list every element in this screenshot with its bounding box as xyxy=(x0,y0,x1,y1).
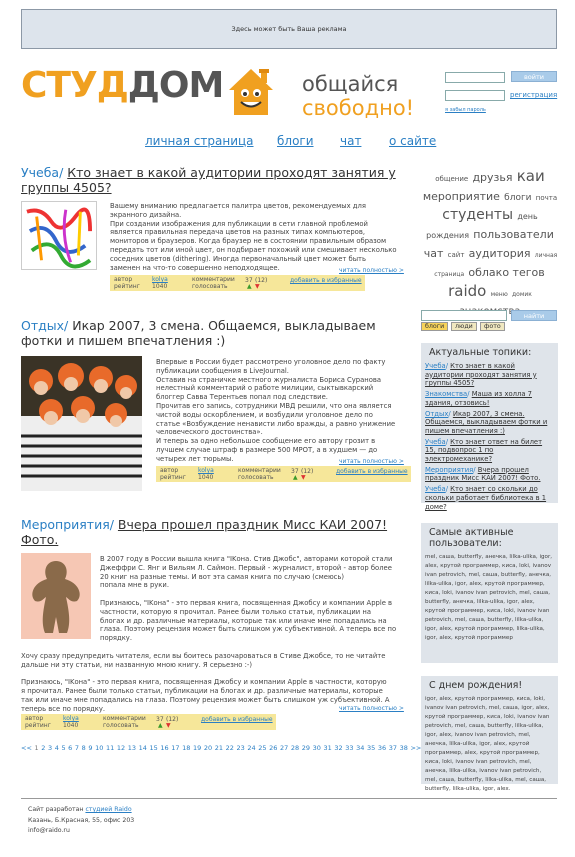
post-meta-bar: автор рейтинг kolya 1040 комментарии голосовать 37 (12) ▲ ▼ добавить в избранные xyxy=(110,275,365,291)
topic-category-link[interactable]: Учеба xyxy=(425,485,446,494)
read-more-link[interactable]: читать полностью > xyxy=(339,267,404,274)
active-users-list[interactable]: mel, саша, butterfly, анечка, lilka-ulika, igor, alex, крутой программер, киса, loki, ivanov ivan petrovich, mel, саша, butterfly, анечка, lilka-ulika, igor, alex, крутой программер, киса, loki, ivanov ivan petrovich, mel, саша, butterfly, анечка, lilka-ulika, igor, alex, крутой программер, киса, loki, ivanov ivan petrovich, mel, саша, butterfly, lilka-ulika, igor, alex, крутой программер, lilka-ulika, igor, alex, крутой программер xyxy=(425,554,553,641)
pager-page[interactable]: 5 xyxy=(61,744,66,752)
topic-title-link[interactable]: Маша из холла 7 здания, отзовись! xyxy=(425,390,532,407)
vote-down-icon[interactable]: ▼ xyxy=(166,722,171,729)
topic-category-link[interactable]: Мероприятия xyxy=(425,465,474,474)
slogan-line-2: свободно! xyxy=(302,96,415,120)
post-title: Учеба/ Кто знает в какой аудитории проходят занятия у группы 4505? xyxy=(21,165,396,195)
pager-current: 1 xyxy=(34,744,39,752)
tag-link[interactable]: блоги xyxy=(504,193,532,203)
vote-up-icon[interactable]: ▲ xyxy=(247,283,252,290)
tag-link[interactable]: друзья xyxy=(472,171,513,184)
nav-blogs[interactable]: блоги xyxy=(277,134,314,148)
topic-title-link[interactable]: Кто знает ответ на билет 15, подвопрос 1 по электромеханике? xyxy=(425,437,543,464)
footer-address: Казань, Б.Красная, 55, офис 203 xyxy=(28,816,135,824)
tag-link[interactable]: raido xyxy=(448,282,487,300)
topic-item: Учеба/ Кто знает ответ на билет 15, подвопрос 1 по электромеханике? xyxy=(425,437,543,464)
pager-page[interactable]: 33 xyxy=(345,744,354,752)
tag-link[interactable]: пользователи xyxy=(473,228,554,241)
post-title-link[interactable]: Икар 2007, 3 смена. Общаемся, выкладываем xyxy=(72,318,376,333)
topic-item: Учеба/ Кто знает со скольки до скольки работает библиотека в 1 доме? xyxy=(425,485,547,511)
pager-page[interactable]: 27 xyxy=(279,744,289,752)
topic-category-link[interactable]: Учеба xyxy=(425,437,446,446)
post-title: Отдых/ Икар 2007, 3 смена. Общаемся, выкладываем фотки и пишем впечатления :) xyxy=(21,318,376,348)
add-favorite-link[interactable]: добавить в избранные xyxy=(201,716,273,723)
tag-link[interactable]: день xyxy=(517,212,538,221)
tag-link[interactable]: домик xyxy=(512,291,532,298)
pager-page[interactable]: 37 xyxy=(388,744,398,752)
active-users-box xyxy=(421,523,558,663)
active-users-title: Самые активные пользователи: xyxy=(429,527,514,549)
tag-link[interactable]: студенты xyxy=(442,207,514,223)
pager-page[interactable]: 9 xyxy=(88,744,93,752)
read-more-link[interactable]: читать полностью > xyxy=(339,705,404,712)
footer-divider xyxy=(21,798,557,799)
post-image-palette xyxy=(21,201,97,270)
topic-item: Отдых/ Икар 2007, 3 смена. Общаемся, выкладываем фотки и пишем впечатления :) xyxy=(425,409,548,435)
pager-page[interactable]: 30 xyxy=(312,744,321,752)
tag-link[interactable]: облако тегов xyxy=(468,266,545,279)
search-tab-blogs[interactable]: блоги xyxy=(421,322,448,331)
register-link[interactable]: регистрация xyxy=(510,91,558,99)
tag-link[interactable]: аудитория xyxy=(468,247,531,260)
post-title-link[interactable]: Кто знает в какой аудитории проходят занятия у xyxy=(67,165,396,180)
topic-title-link[interactable]: Кто знает в какой аудитории проходят занятия у группы 4505? xyxy=(425,362,537,388)
pager-prev[interactable]: << xyxy=(21,744,32,752)
birthdays-box xyxy=(421,676,558,792)
ad-banner[interactable]: Здесь может быть Ваша реклама xyxy=(21,9,557,49)
post-category-link[interactable]: Отдых xyxy=(21,318,65,333)
nav-chat[interactable]: чат xyxy=(340,134,362,148)
pager-page[interactable]: 36 xyxy=(377,744,387,752)
pager-page[interactable]: 17 xyxy=(171,744,180,752)
post-title-link-cont[interactable]: группы 4505? xyxy=(21,180,112,195)
pagination xyxy=(21,744,424,752)
post-category-link[interactable]: Учеба xyxy=(21,165,60,180)
password-input[interactable] xyxy=(445,90,505,101)
post-image-group-photo xyxy=(21,356,142,491)
topic-item: Знакомства/ Маша из холла 7 здания, отзовись! xyxy=(425,390,532,407)
vote-down-icon[interactable]: ▼ xyxy=(301,474,306,481)
slogan-line-1: общайся xyxy=(302,72,399,96)
vote-up-icon[interactable]: ▲ xyxy=(158,722,163,729)
topic-category-link[interactable]: Знакомства xyxy=(425,390,468,399)
slogan xyxy=(302,72,414,120)
vote-down-icon[interactable]: ▼ xyxy=(255,283,260,290)
birthdays-title: С днем рождения! xyxy=(429,680,523,691)
post-image-figure xyxy=(21,553,91,639)
pager-page[interactable]: 8 xyxy=(81,744,86,752)
birthdays-list[interactable]: igor, alex, крутой программер, киса, loki, ivanov ivan petrovich, mel, саша, igor, alex, крутой программер, киса, loki, ivanov ivan petrovich, mel, саша, butterfly, lilka-ulika, igor, alex, ivanov ivan petrovich, mel, анечка, lilka-ulika, igor, alex, крутой программер, alex, крутой программер, киса, loki, ivanov ivan petrovich, mel, анечка, lilka-ulika, ivanov ivan petrovich, mel, саша, butterfly, lilka-ulika, mel, саша, butterfly, lilka-ulika, igor, alex. xyxy=(425,696,550,792)
logo-part-2: ДОМ xyxy=(127,65,224,106)
pager-page[interactable]: 22 xyxy=(225,744,234,752)
tag-link[interactable]: почта xyxy=(535,194,558,202)
add-favorite-link[interactable]: добавить в избранные xyxy=(290,277,362,284)
tag-link[interactable]: сайт xyxy=(447,251,465,259)
pager-page[interactable]: 16 xyxy=(160,744,169,752)
pager-page[interactable]: 26 xyxy=(269,744,278,752)
post-title: Мероприятия/ Вчера прошел праздник Мисс КАИ 2007! Фото. xyxy=(21,517,388,547)
topics-box xyxy=(421,343,558,511)
pager-page[interactable]: 18 xyxy=(182,744,191,752)
pager-page[interactable]: 24 xyxy=(247,744,256,752)
author-link[interactable]: kolya xyxy=(63,715,79,722)
pager-page[interactable]: 12 xyxy=(116,744,126,752)
pager-page[interactable]: 13 xyxy=(127,744,137,752)
nav-about[interactable]: о сайте xyxy=(389,134,437,148)
pager-page[interactable]: 23 xyxy=(236,744,245,752)
pager-page[interactable]: 34 xyxy=(356,744,365,752)
pager-page[interactable]: 2 xyxy=(41,744,46,752)
footer-email: info@raido.ru xyxy=(28,827,70,834)
pager-page[interactable]: 32 xyxy=(334,744,343,752)
post-category-link[interactable]: Мероприятия xyxy=(21,517,110,532)
author-link[interactable]: kolya xyxy=(198,467,214,474)
site-logo[interactable] xyxy=(21,66,223,106)
pager-page[interactable]: 38 xyxy=(399,744,408,752)
post-meta-bar: автор рейтинг kolya 1040 комментарии голосовать 37 (12) ▲ ▼ добавить в избранные xyxy=(156,466,411,482)
pager-page[interactable]: 28 xyxy=(290,744,300,752)
tag-link[interactable]: рождения xyxy=(426,231,470,240)
pager-page[interactable]: 15 xyxy=(149,744,158,752)
post-title-link[interactable]: Вчера прошел праздник Мисс КАИ 2007! xyxy=(117,517,388,532)
post-excerpt: Впервые в России будет рассмотрено уголовное дело по факту публикации сообщения в LiveJournal. Оставив на страничке местного журналиста Бориса Суранова нелестный комментарий о работе милиции, сыктывкарский блоггер Савва Терентьев попал под следствие. Прочитав его запись, сотрудники МВД решили, что она является чистой воды оскорблением, и возбудили уголовное дело по статье «Возбуждение ненависти либо вражды, а равно унижение человеческого достоинства». И теперь за одно небольшое сообщение его автору грозит в лучшем случае штраф в размере 500 МРОТ, а в худшем — до четырех лет тюрьмы. xyxy=(156,358,396,463)
pager-page[interactable]: 10 xyxy=(95,744,104,752)
search-tab-people[interactable]: люди xyxy=(451,322,477,331)
pager-next[interactable]: >> xyxy=(410,744,422,752)
tag-link[interactable]: личная страница xyxy=(434,252,558,278)
tag-link[interactable]: чат xyxy=(423,247,444,260)
house-logo-icon xyxy=(226,66,276,118)
topics-list xyxy=(421,360,558,515)
footer: Сайт разработан студией Raido Казань, Б.Красная, 55, офис 203 info@raido.ru xyxy=(28,805,134,837)
post-excerpt: В 2007 году в России вышла книга "IKона. Стив Джобс", авторами которой стали Джеффри С. Янг и Вильям Л. Саймон. Первый - журналист, второй - автор более 20 книг на разные темы. И вот эта самая книга по случаю (смеюсь) попала мне в руки. Признаюсь, "IKона" - это первая книга, посвященная Джобсу и компании Apple в частности, которую я прочитал. Ранее были только статьи, публикации на блогах и др. различные материалы, которые так или иначе мне попадались на глаза. Поэтому рецензия может быть слишком уж субъективной. А теперь все по порядку. xyxy=(100,555,397,643)
pager-page[interactable]: 21 xyxy=(214,744,224,752)
tag-cloud xyxy=(420,168,560,321)
pager-page[interactable]: 3 xyxy=(47,744,53,752)
pager-page[interactable]: 20 xyxy=(203,744,213,752)
topic-item: Мероприятия/ Вчера прошел праздник Мисс КАИ 2007! Фото. xyxy=(425,465,541,483)
read-more-link[interactable]: читать полностью > xyxy=(339,458,404,465)
post-title-link-cont[interactable]: Фото. xyxy=(21,532,59,547)
topic-title-link[interactable]: Вчера прошел праздник Мисс КАИ 2007! Фото. xyxy=(425,465,541,483)
pager-page[interactable]: 11 xyxy=(105,744,115,752)
topic-title-link[interactable]: Икар 2007, 3 смена. Общаемся, выкладываем фотки и пишем впечатления :) xyxy=(425,409,548,435)
post-title-link-cont[interactable]: фотки и пишем впечатления :) xyxy=(21,333,226,348)
nav-personal-page[interactable]: личная страница xyxy=(145,134,254,148)
tag-link[interactable]: мероприятие xyxy=(422,190,500,203)
login-input[interactable] xyxy=(445,72,505,83)
pager-page[interactable]: 14 xyxy=(138,744,147,752)
post-excerpt: Вашему вниманию предлагается палитра цветов, рекомендуемых для экранного дизайна. При создании изображения для публикации в сети главной проблемой является правильная передача цветов на разных типах компьютеров, мониторов и браузеров. Когда браузер не в состоянии правильным образом передать тот или иной цвет, он подбирает похожий или смешивает несколько соседних цветов (dithering). Иногда первоначальный цвет может быть заменен на что-то совершенно неподходящее. xyxy=(110,202,397,272)
tag-link[interactable]: каи xyxy=(516,167,545,185)
topics-title: Актуальные топики: xyxy=(429,347,532,358)
topic-item: Учеба/ Кто знает в какой аудитории проходят занятия у группы 4505? xyxy=(425,362,537,388)
logo-part-1: СТУД xyxy=(21,65,128,106)
topic-category-link[interactable]: Отдых xyxy=(425,409,449,418)
search-input[interactable] xyxy=(421,310,507,321)
tag-link[interactable]: меню xyxy=(490,291,508,298)
search-tab-photos[interactable]: фото xyxy=(480,322,505,331)
vote-up-icon[interactable]: ▲ xyxy=(293,474,298,481)
pager-page[interactable]: 6 xyxy=(68,744,73,752)
author-link[interactable]: kolya xyxy=(152,276,168,283)
add-favorite-link[interactable]: добавить в избранные xyxy=(336,468,408,475)
pager-page[interactable]: 35 xyxy=(366,744,376,752)
topic-title-link[interactable]: Кто знает со скольки до скольки работает библиотека в 1 доме? xyxy=(425,485,547,511)
pager-page[interactable]: 29 xyxy=(301,744,311,752)
search-button[interactable]: найти xyxy=(511,310,557,321)
login-button[interactable]: войти xyxy=(511,71,557,82)
pager-page[interactable]: 25 xyxy=(258,744,267,752)
topic-category-link[interactable]: Учеба xyxy=(425,362,446,370)
studio-link[interactable]: студией Raido xyxy=(85,806,132,813)
pager-page[interactable]: 7 xyxy=(74,744,80,752)
tag-link[interactable]: общение xyxy=(435,175,469,183)
pager-page[interactable]: 31 xyxy=(323,744,332,752)
post-meta-bar: автор рейтинг kolya 1040 комментарии голосовать 37 (12) ▲ ▼ добавить в избранные xyxy=(21,714,276,730)
post-excerpt-full: Хочу сразу предупредить читателя, если вы боитесь разочароваться в Стиве Джобсе, то не читайте дальше ни эту статьи, ни названную мною книгу. Я серьезно :-) Признаюсь, "IKона" - это первая книга, посвященная Джобсу и компании Apple в частности, которую я прочитал. Ранее были только статьи, публикации на блогах и др. различные материалы, которые так или иначе мне попадались на глаза. Поэтому рецензия может быть слишком уж субъективной. А теперь все по порядку. xyxy=(21,652,390,713)
forgot-password-link[interactable]: я забыл пароль xyxy=(445,107,486,113)
pager-page[interactable]: 19 xyxy=(192,744,202,752)
pager-page[interactable]: 4 xyxy=(54,744,59,752)
